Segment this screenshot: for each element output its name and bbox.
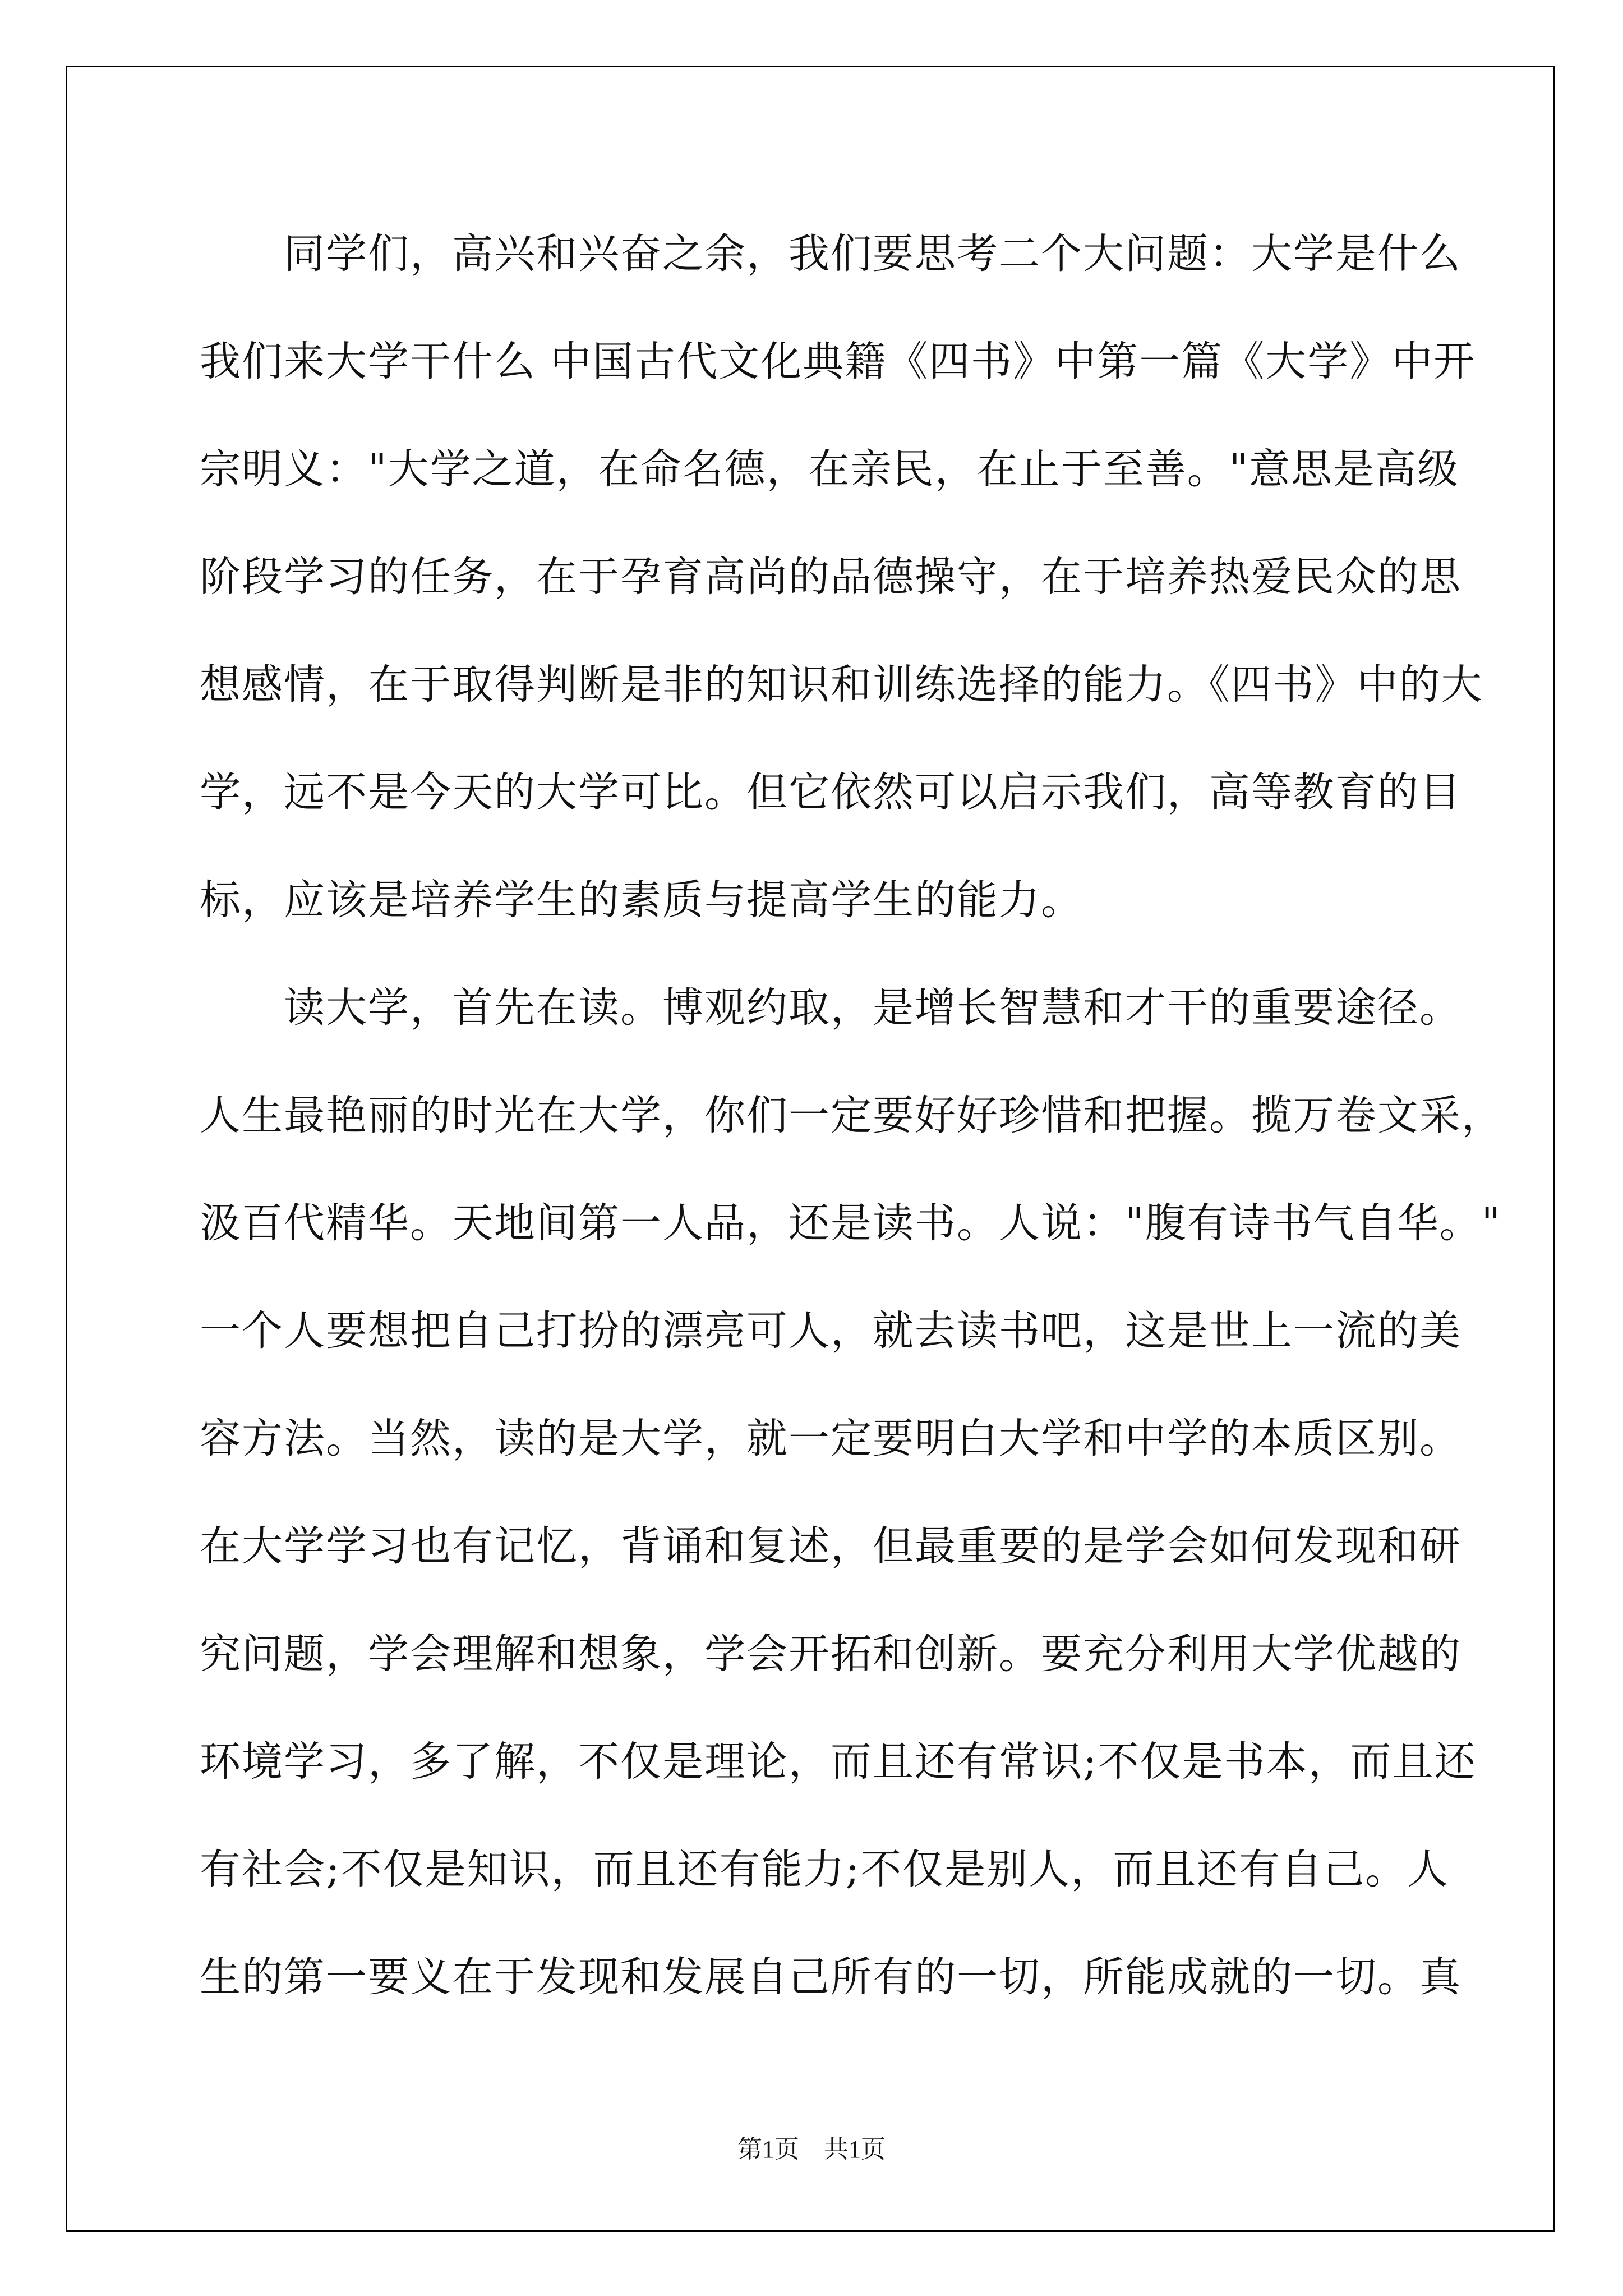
text-line: 想感情，在于取得判断是非的知识和训练选择的能力。《四书》中的大 [200, 661, 1483, 708]
text-line: 究问题，学会理解和想象，学会开拓和创新。要充分利用大学优越的 [200, 1630, 1461, 1678]
text-line: 人生最艳丽的时光在大学，你们一定要好好珍惜和把握。揽万卷文采， [200, 1092, 1504, 1139]
text-line: 有社会;不仅是知识，而且还有能力;不仅是别人，而且还有自己。人 [200, 1846, 1450, 1893]
text-line: 宗明义："大学之道，在命名德，在亲民，在止于至善。"意思是高级 [200, 445, 1460, 493]
text-line: 一个人要想把自己打扮的漂亮可人，就去读书吧，这是世上一流的美 [200, 1307, 1461, 1355]
text-line: 阶段学习的任务，在于孕育高尚的品德操守，在于培养热爱民众的思 [200, 553, 1461, 601]
text-line: 同学们，高兴和兴奋之余，我们要思考二个大问题：大学是什么 [284, 230, 1461, 278]
text-line: 标，应该是培养学生的素质与提高学生的能力。 [200, 876, 1083, 924]
text-line: 生的第一要义在于发现和发展自己所有的一切，所能成就的一切。真 [200, 1953, 1461, 2001]
text-line: 读大学，首先在读。博观约取，是增长智慧和才干的重要途径。 [284, 984, 1461, 1032]
text-line: 在大学学习也有记忆，背诵和复述，但最重要的是学会如何发现和研 [200, 1522, 1461, 1570]
page-footer: 第1页 共1页 [737, 2136, 886, 2163]
text-line: 容方法。当然，读的是大学，就一定要明白大学和中学的本质区别。 [200, 1415, 1461, 1462]
text-line: 我们来大学干什么 中国古代文化典籍《四书》中第一篇《大学》中开 [200, 338, 1476, 385]
document-body [200, 200, 1504, 2031]
text-line: 学，远不是今天的大学可比。但它依然可以启示我们，高等教育的目 [200, 769, 1461, 816]
text-line: 环境学习，多了解，不仅是理论，而且还有常识;不仅是书本，而且还 [200, 1738, 1477, 1786]
text-line: 汲百代精华。天地间第一人品，还是读书。人说："腹有诗书气自华。" [200, 1199, 1502, 1247]
